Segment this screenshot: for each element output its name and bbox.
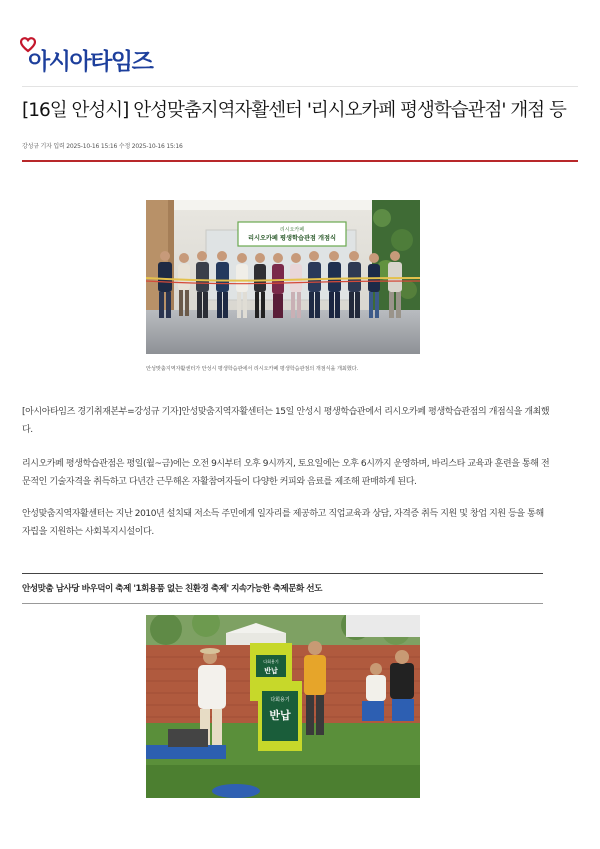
article-byline: 강성규 기자 입력 2025-10-16 15:16 수정 2025-10-16 15:16 [22, 143, 183, 150]
festival-photo [146, 615, 420, 798]
svg-text:리시오카페: 리시오카페 [279, 227, 305, 233]
site-logo[interactable] [22, 38, 192, 74]
logo-text: 아시아타임즈 [28, 49, 153, 75]
heart-icon [20, 37, 36, 53]
photo1-caption: 안성맞춤지역자활센터가 안성시 평생학습관에서 리시오카페 평생학습관점의 개점식을 개최했다. [146, 366, 358, 372]
headline-divider [22, 160, 578, 162]
article-headline: [16일 안성시] 안성맞춤지역자활센터 '리시오카페 평생학습관점' 개점 등 [22, 100, 566, 121]
related-divider-top [22, 573, 543, 574]
header-divider [22, 86, 578, 87]
photo1-banner-text: 리시오카페 평생학습관점 개점식 [248, 235, 336, 242]
sign1-big-text: 반납 [264, 667, 278, 675]
sign2-big-text: 반납 [269, 709, 291, 722]
related-divider-bottom [22, 603, 543, 604]
sign1-top-text: 다회용기 [263, 659, 279, 664]
article-paragraph-1: [아시아타임즈 경기취재본부=강성규 기자]안성맞춤지역자활센터는 15일 안성시 평생학습관에서 리시오카페 평생학습관점의 개점식을 개최했다. [22, 407, 550, 435]
ceremony-photo [146, 200, 420, 354]
related-article-link[interactable]: 안성맞춤 남사당 바우덕이 축제 '1회용품 없는 친환경 축제' 지속가능한 축제문화 선도 [22, 584, 322, 594]
article-paragraph-2: 리시오카페 평생학습관점은 평일(월~금)에는 오전 9시부터 오후 9시까지, 토요일에는 오후 6시까지 운영하며, 바리스타 교육과 훈련을 통해 전문적인 기술자격을 취득하고 다년간 근무해온 자활참여자들이 다양한 커피와 음료를 제조해 판매하게 된다. [22, 459, 550, 487]
sign2-top-text: 다회용기 [270, 697, 290, 703]
article-paragraph-3: 안성맞춤지역자활센터는 지난 2010년 설치돼 저소득 주민에게 일자리를 제공하고 직업교육과 상담, 자격증 취득 지원 및 창업 지원 등을 통해 자립을 지원하는 사회복지시설이다. [22, 509, 544, 537]
